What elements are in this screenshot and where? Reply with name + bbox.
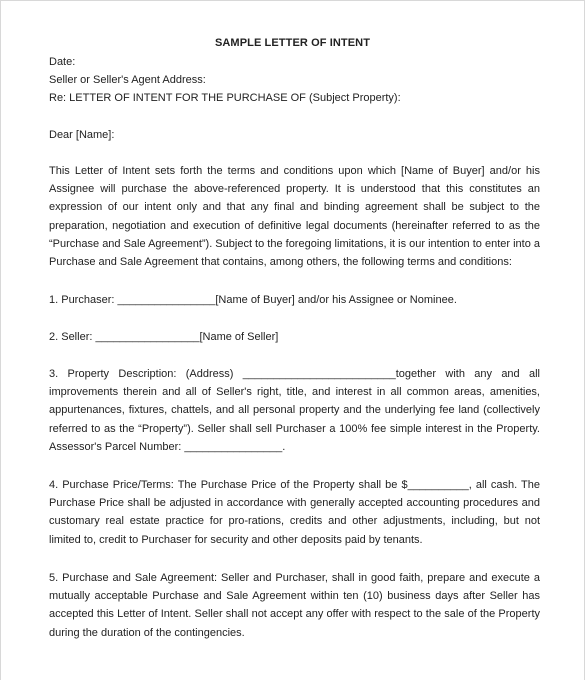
item-property-description: 3. Property Description: (Address) _________________________together with any and all improvements therein and all of Seller's right, title, and interest in all common areas, amenities, appurtenances, fixtures, chattels, and all personal property and the underlying fee land (collectively referred to as the “Property”). Seller shall sell Purchaser a 100% fee simple interest in the Property. Assessor's Parcel Number: ________________. [49,368,540,453]
item-purchaser: 1. Purchaser: ________________[Name of Buyer] and/or his Assignee or Nominee. [49,294,457,306]
item-purchase-sale-agreement: 5. Purchase and Sale Agreement: Seller and Purchaser, shall in good faith, prepare and execute a mutually acceptable Purchase and Sale Agreement within ten (10) business days after Seller has accepted this Letter of Intent. Seller shall not accept any offer with respect to the sale of the Property during the duration of the contingencies. [49,572,540,639]
document-title: SAMPLE LETTER OF INTENT [214,37,371,49]
re-line: Re: LETTER OF INTENT FOR THE PURCHASE OF (Subject Property): [49,92,401,104]
salutation: Dear [Name]: [49,129,115,141]
item-purchase-price: 4. Purchase Price/Terms: The Purchase Price of the Property shall be $__________, all cash. The Purchase Price shall be adjusted in accordance with generally accepted accounting procedures and customary real estate practice for pro-rations, credits and other adjustments, including, but not limited to, credit to Purchaser for security and other deposits paid by tenants. [49,479,540,546]
intro-paragraph: This Letter of Intent sets forth the terms and conditions upon which [Name of Buyer] and/or his Assignee will purchase the above-referenced property. It is understood that this constitutes an expression of our intent only and that any final and binding agreement shall be subject to the preparation, negotiation and execution of definitive legal documents (hereinafter referred to as the “Purchase and Sale Agreement”). Subject to the foregoing limitations, it is our intention to enter into a Purchase and Sale Agreement that contains, among others, the following terms and conditions: [49,165,540,269]
date-line: Date: [49,56,76,68]
seller-address-line: Seller or Seller's Agent Address: [49,74,206,86]
item-seller: 2. Seller: _________________[Name of Seller] [49,331,279,343]
